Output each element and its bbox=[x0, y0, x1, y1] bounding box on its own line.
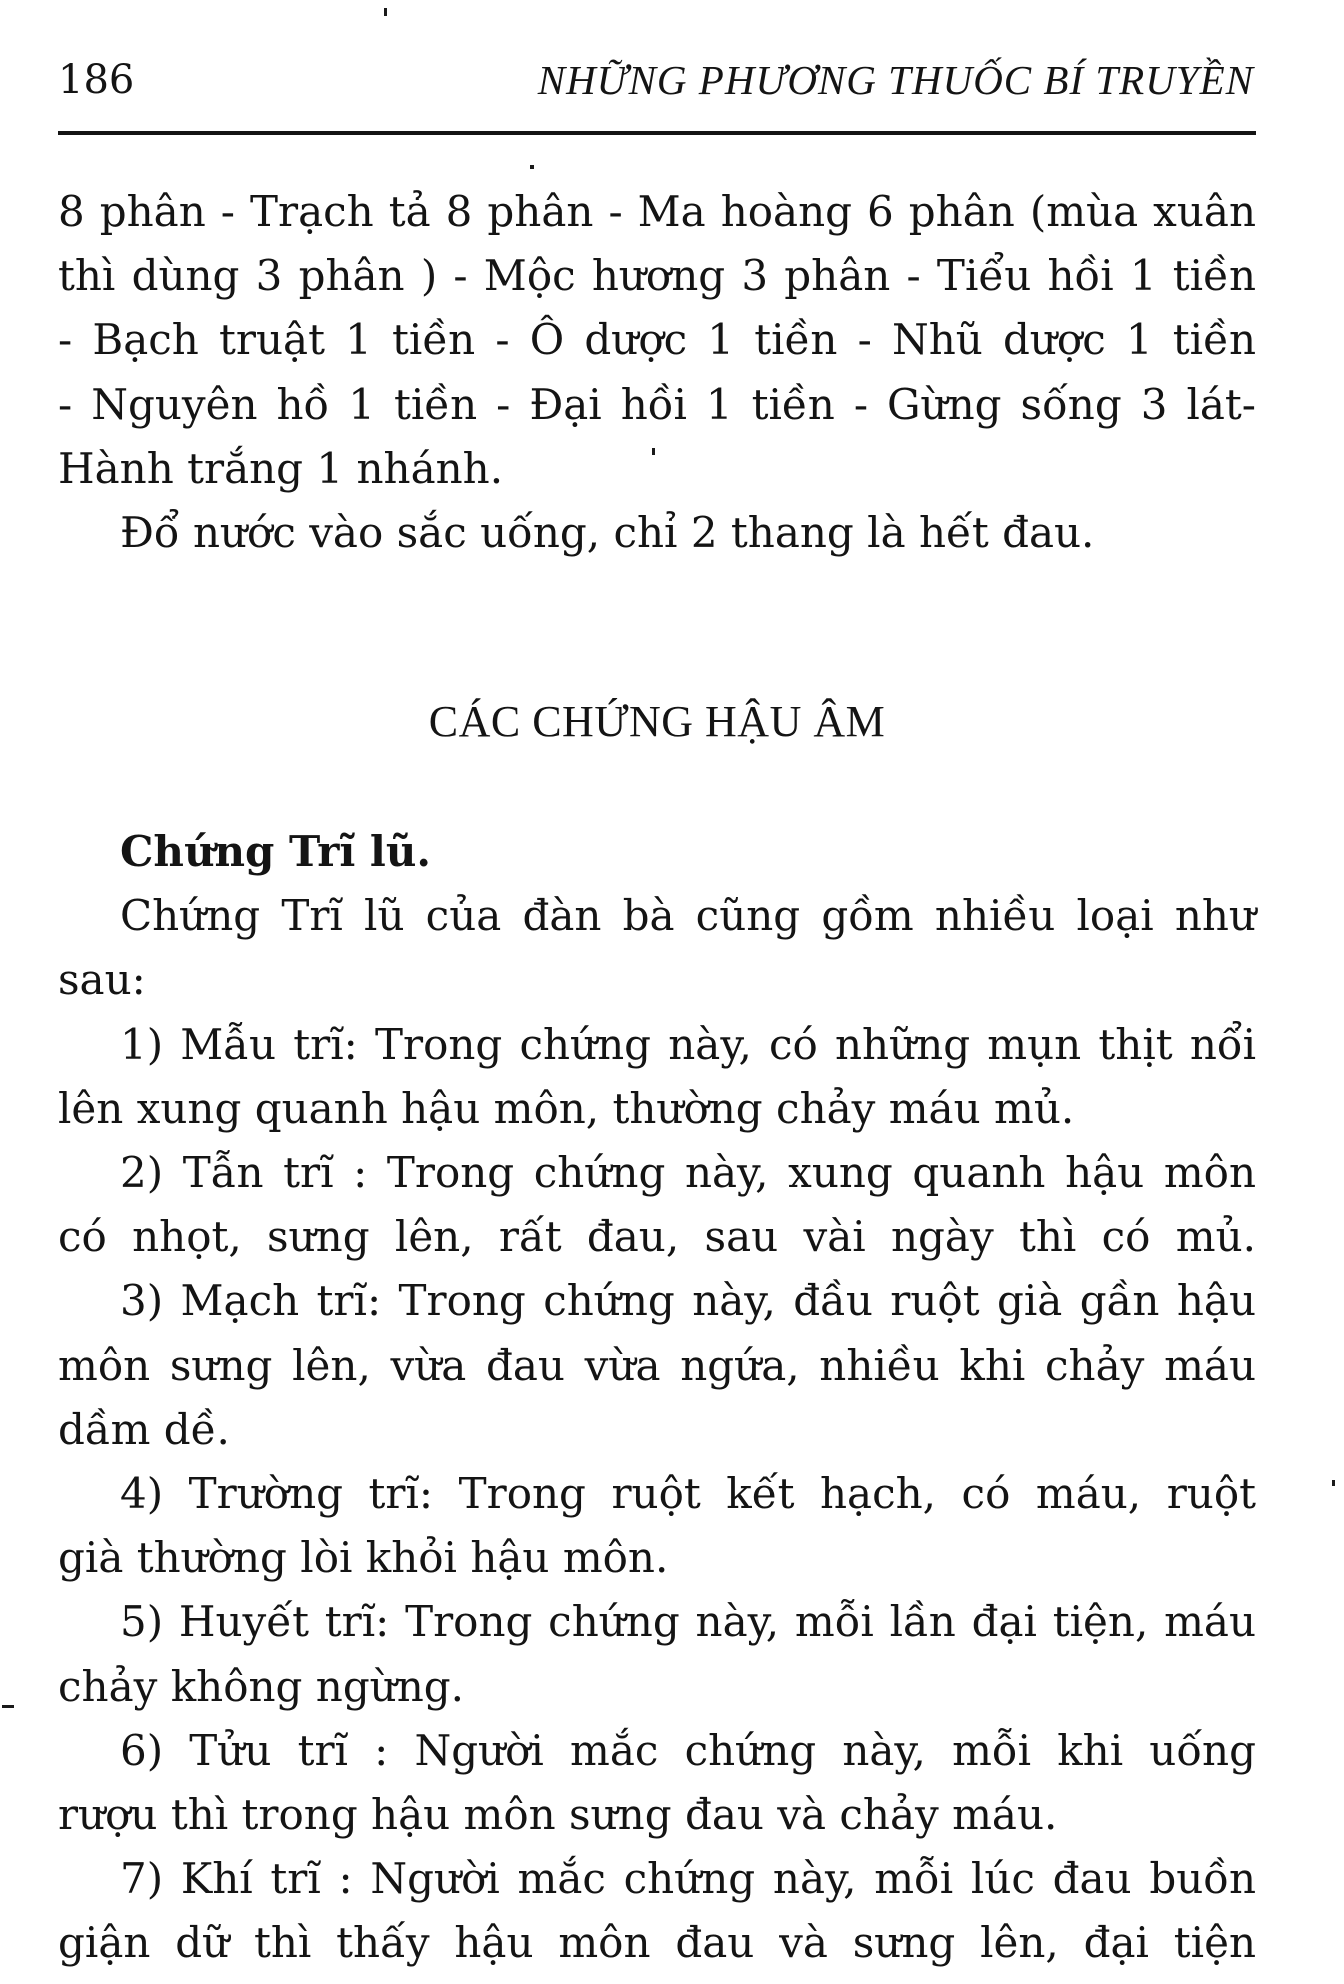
paragraph-line: môn sưng lên, vừa đau vừa ngứa, nhiều khi chảy máu bbox=[58, 1340, 1256, 1390]
text-line: 8 phân - Trạch tả 8 phân - Ma hoàng 6 phân (mùa xuân bbox=[58, 187, 1256, 236]
section-title: CÁC CHỨNG HẬU ÂM bbox=[428, 697, 886, 746]
paragraph-line: 5) Huyết trĩ: Trong chứng này, mỗi lần đại tiện, máu bbox=[120, 1597, 1256, 1647]
paragraph-line: lên xung quanh hậu môn, thường chảy máu mủ. bbox=[58, 1083, 1075, 1133]
scan-speck bbox=[652, 448, 655, 455]
text-line: thì dùng 3 phân ) - Mộc hương 3 phân - Tiểu hồi 1 tiền bbox=[58, 251, 1256, 301]
scan-speck bbox=[1332, 1480, 1335, 1486]
paragraph-line: 3) Mạch trĩ: Trong chứng này, đầu ruột già gần hậu bbox=[120, 1276, 1256, 1326]
paragraph-line: 4) Trường trĩ: Trong ruột kết hạch, có máu, ruột bbox=[120, 1469, 1256, 1519]
paragraph-line: chảy không ngừng. bbox=[58, 1661, 465, 1711]
paragraph-line: có nhọt, sưng lên, rất đau, sau vài ngày thì có mủ. bbox=[58, 1212, 1256, 1262]
text-line: Đổ nước vào sắc uống, chỉ 2 thang là hết đau. bbox=[120, 508, 1095, 558]
section-body bbox=[58, 820, 1256, 1976]
paragraph-line: 7) Khí trĩ : Người mắc chứng này, mỗi lúc đau buồn bbox=[120, 1854, 1256, 1904]
paragraph-line: 2) Tẫn trĩ : Trong chứng này, xung quanh hậu môn bbox=[120, 1148, 1256, 1198]
scan-speck bbox=[384, 8, 387, 16]
scan-speck bbox=[530, 165, 534, 169]
text-line: - Bạch truật 1 tiền - Ô dược 1 tiền - Nhũ dược 1 tiền bbox=[58, 315, 1256, 365]
paragraph-line: giận dữ thì thấy hậu môn đau và sưng lên, đại tiện bbox=[58, 1918, 1256, 1968]
paragraph-line: 6) Tửu trĩ : Người mắc chứng này, mỗi khi uống bbox=[120, 1725, 1256, 1775]
header-rule bbox=[58, 131, 1256, 135]
page-number: 186 bbox=[58, 57, 135, 103]
text-line: - Nguyên hồ 1 tiền - Đại hồi 1 tiền - Gừng sống 3 lát- bbox=[58, 379, 1256, 429]
paragraph-line: già thường lòi khỏi hậu môn. bbox=[58, 1533, 669, 1583]
paragraph-line: dầm dề. bbox=[58, 1404, 230, 1454]
subheading: Chứng Trĩ lũ. bbox=[120, 827, 432, 876]
paragraph-line: 1) Mẫu trĩ: Trong chứng này, có những mụn thịt nổi bbox=[120, 1019, 1256, 1069]
continuation-text bbox=[58, 180, 1256, 565]
running-title: NHỮNG PHƯƠNG THUỐC BÍ TRUYỀN bbox=[537, 57, 1254, 103]
paragraph-line: rượu thì trong hậu môn sưng đau và chảy máu. bbox=[58, 1790, 1058, 1840]
paragraph-line: sau: bbox=[58, 955, 146, 1005]
scan-speck bbox=[2, 1705, 14, 1708]
paragraph-line: Chứng Trĩ lũ của đàn bà cũng gồm nhiều loại như bbox=[120, 891, 1256, 941]
text-line: Hành trắng 1 nhánh. bbox=[58, 443, 504, 493]
page-header bbox=[58, 52, 1254, 112]
